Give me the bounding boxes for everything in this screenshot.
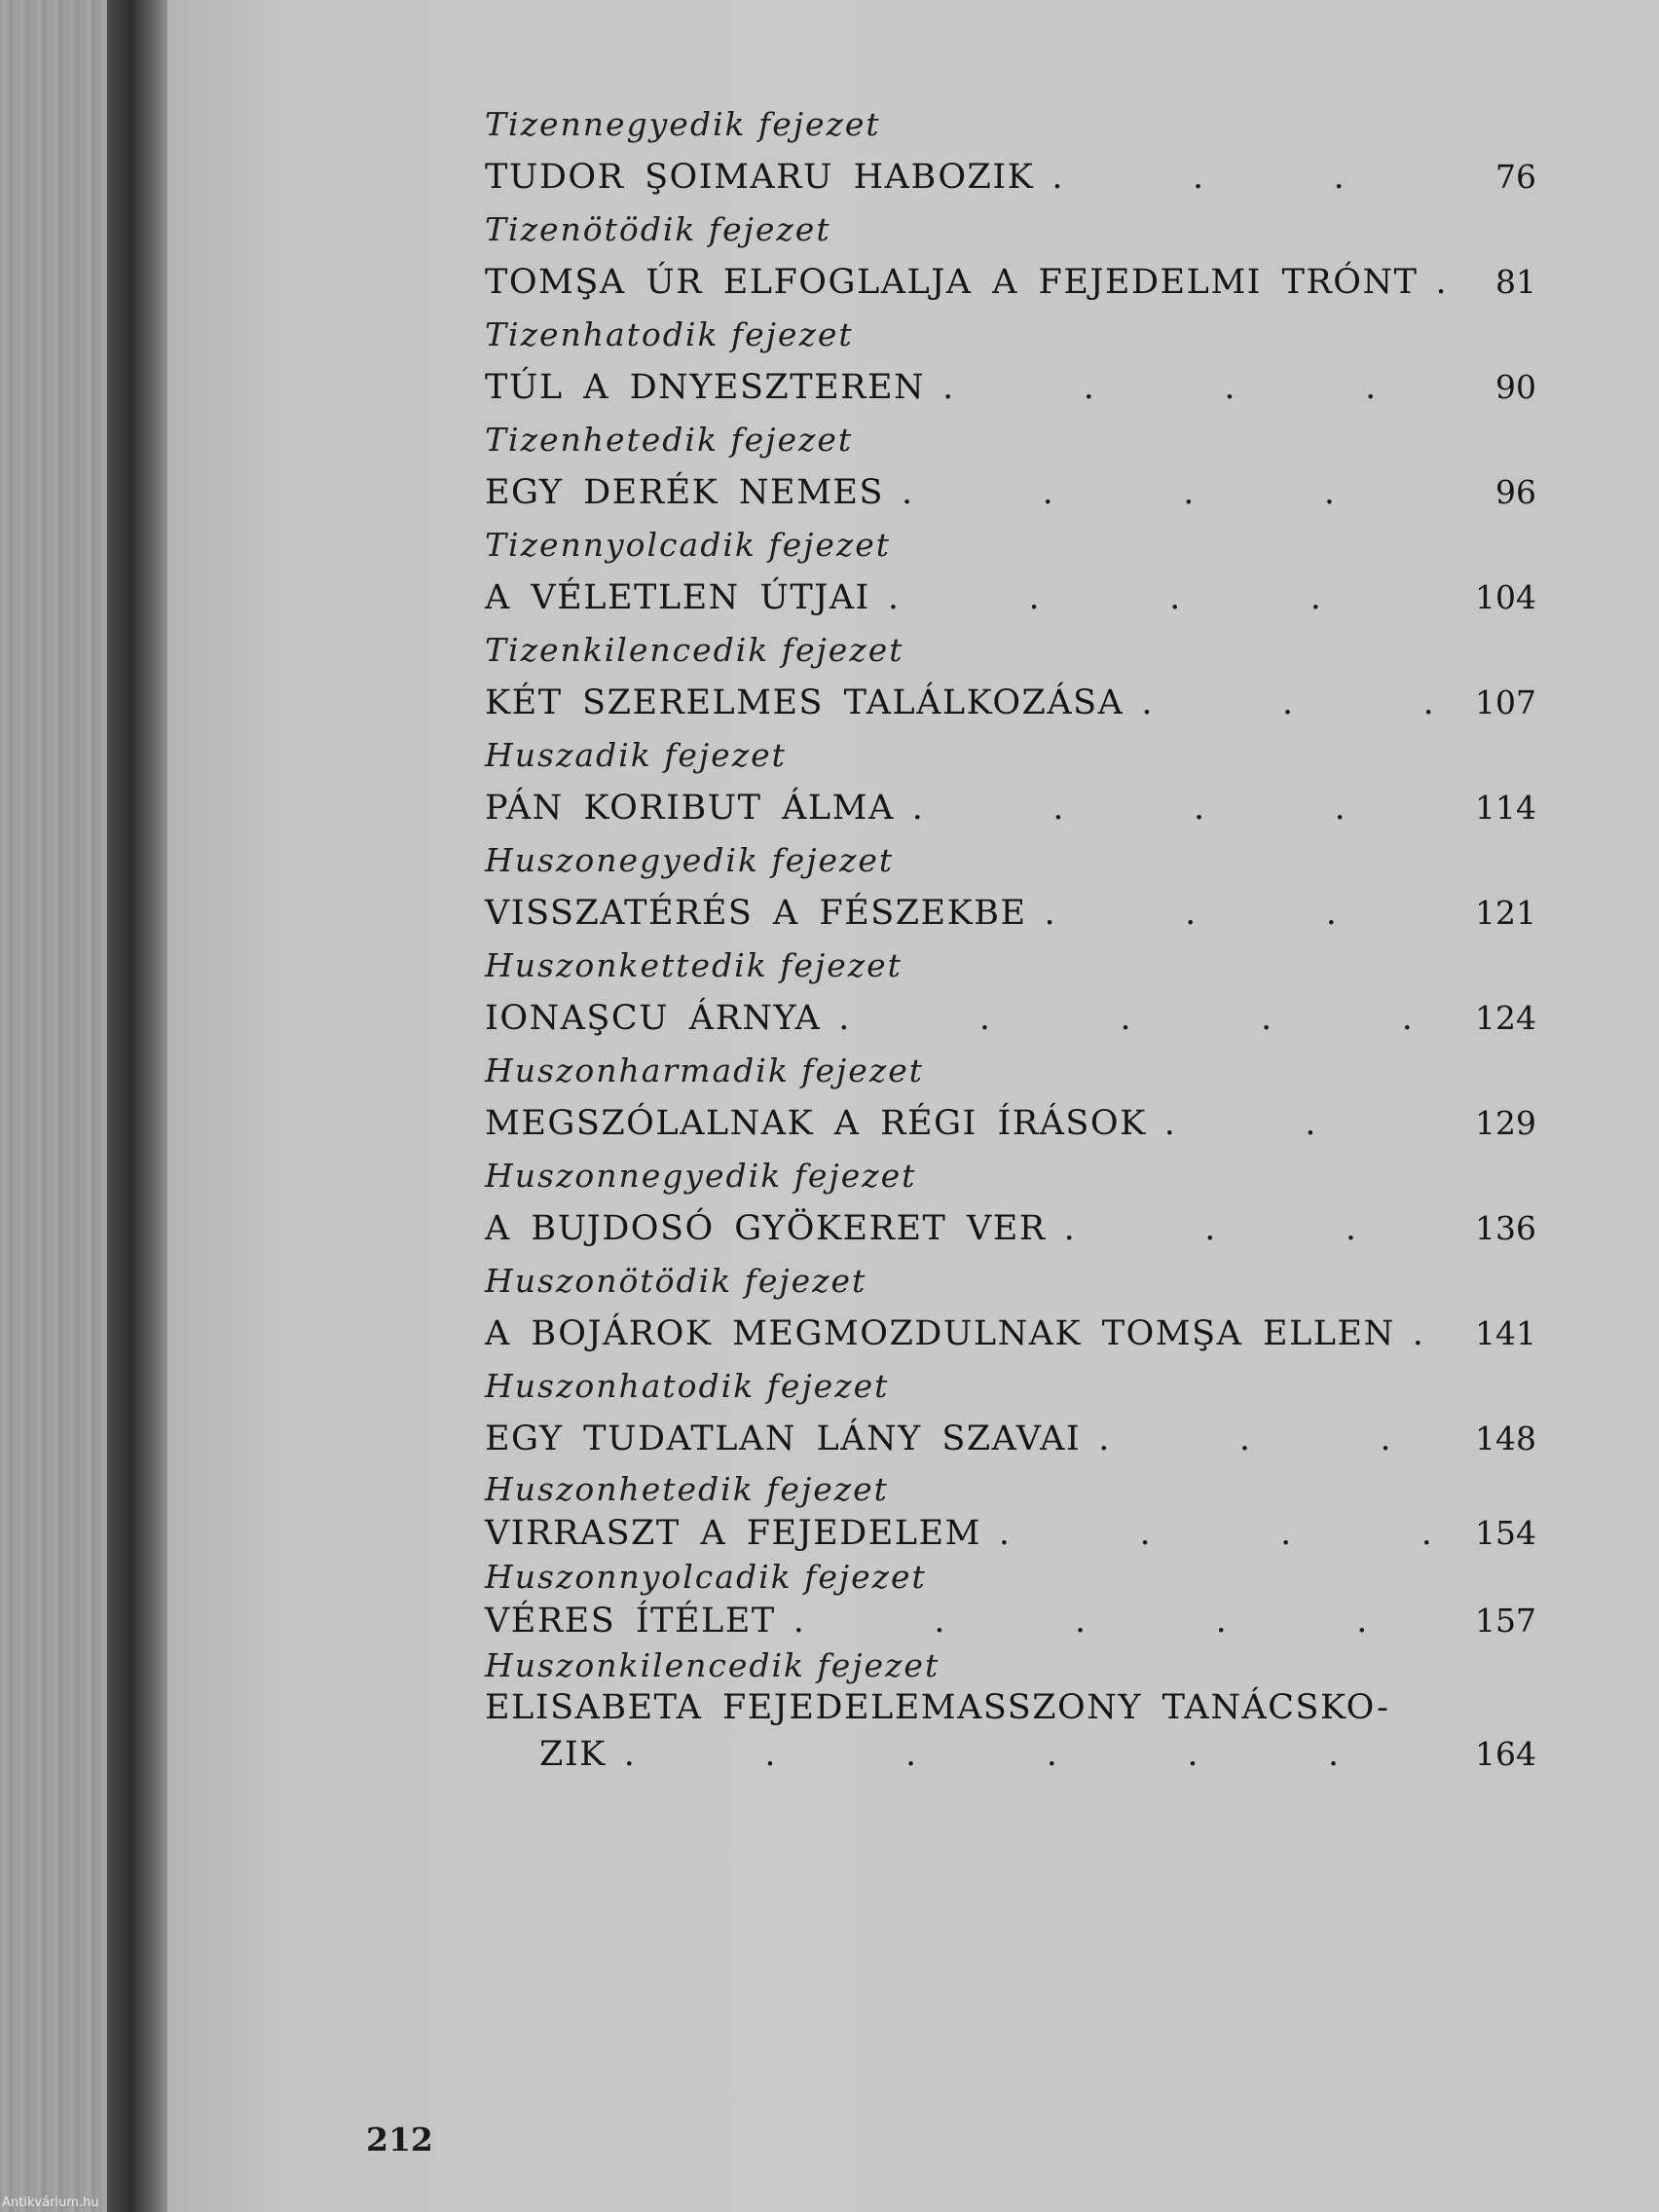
toc-row	[485, 1729, 1536, 1780]
toc-row	[485, 251, 1536, 313]
book-spine-shadow	[107, 0, 175, 2212]
page-number: 76	[1495, 158, 1536, 196]
chapter-label: Huszonnegyedik fejezet	[485, 1157, 917, 1195]
toc-entry	[485, 313, 1536, 419]
page-number: 96	[1495, 473, 1536, 511]
toc-row	[485, 1408, 1536, 1470]
chapter-title: A VÉLETLEN ÚTJAI	[485, 578, 870, 617]
toc-entry	[485, 629, 1536, 734]
page-number: 148	[1475, 1419, 1536, 1457]
chapter-label: Tizenhatodik fejezet	[485, 315, 854, 353]
chapter-title: A BOJÁROK MEGMOZDULNAK TOMŞA ELLEN	[485, 1314, 1395, 1353]
dot-leader	[1141, 672, 1447, 734]
dot-leader	[1098, 1408, 1447, 1470]
toc-entry	[485, 103, 1536, 208]
chapter-label: Huszonkettedik fejezet	[485, 946, 903, 984]
toc-entry	[485, 944, 1536, 1050]
dot-leader	[1045, 882, 1447, 944]
dot-leader	[942, 356, 1447, 419]
page-number: 121	[1475, 894, 1536, 932]
watermark: Antikvárium.hu	[2, 2195, 99, 2210]
table-of-contents	[485, 103, 1536, 1780]
toc-row	[485, 672, 1536, 734]
toc-row	[485, 882, 1536, 944]
chapter-title-line2: ZIK	[539, 1735, 607, 1774]
chapter-title: A BUJDOSÓ GYÖKERET VER	[485, 1209, 1047, 1248]
toc-row	[485, 1303, 1536, 1365]
toc-entry-last	[485, 1645, 1536, 1780]
page-number: 141	[1475, 1314, 1536, 1352]
dot-leader	[902, 461, 1447, 524]
chapter-label: Huszonhetedik fejezet	[485, 1470, 889, 1508]
page-number: 136	[1475, 1209, 1536, 1247]
chapter-title: VIRRASZT A FEJEDELEM	[485, 1514, 981, 1553]
chapter-title: KÉT SZERELMES TALÁLKOZÁSA	[485, 683, 1124, 722]
dot-leader	[838, 987, 1447, 1050]
chapter-title: IONAŞCU ÁRNYA	[485, 999, 822, 1038]
page-number: 81	[1495, 263, 1536, 301]
chapter-title: VISSZATÉRÉS A FÉSZEKBE	[485, 894, 1027, 933]
chapter-label: Huszonhatodik fejezet	[485, 1367, 890, 1405]
dot-leader	[793, 1597, 1447, 1645]
dot-leader	[624, 1729, 1447, 1780]
page-number: 154	[1475, 1514, 1536, 1552]
chapter-label: Huszonegyedik fejezet	[485, 841, 895, 879]
chapter-title: PÁN KORIBUT ÁLMA	[485, 789, 895, 828]
toc-row	[485, 1092, 1536, 1155]
chapter-label: Huszonkilencedik fejezet	[485, 1646, 940, 1684]
dot-leader	[1435, 251, 1447, 313]
dot-leader	[999, 1509, 1447, 1558]
toc-entry	[485, 524, 1536, 629]
chapter-title: VÉRES ÍTÉLET	[485, 1602, 776, 1641]
toc-entry	[485, 419, 1536, 524]
chapter-title: TÚL A DNYESZTEREN	[485, 368, 926, 407]
chapter-label: Tizenötödik fejezet	[485, 210, 831, 248]
toc-entry	[485, 1050, 1536, 1155]
chapter-label: Tizennyolcadik fejezet	[485, 526, 892, 564]
page-number: 107	[1475, 683, 1536, 721]
toc-row	[485, 1198, 1536, 1260]
page-number: 129	[1475, 1104, 1536, 1142]
dot-leader	[888, 567, 1447, 629]
page-number: 114	[1475, 789, 1536, 827]
dot-leader	[912, 777, 1447, 839]
page-number: 90	[1495, 368, 1536, 406]
toc-row	[485, 356, 1536, 419]
toc-entry	[485, 734, 1536, 839]
dot-leader	[1164, 1092, 1447, 1155]
chapter-title: EGY DERÉK NEMES	[485, 473, 884, 512]
toc-entry	[485, 208, 1536, 313]
toc-entry	[485, 1365, 1536, 1470]
toc-entry	[485, 839, 1536, 944]
toc-entry	[485, 1558, 1536, 1645]
chapter-title: EGY TUDATLAN LÁNY SZAVAI	[485, 1419, 1082, 1458]
adjacent-page-edge	[0, 0, 115, 2212]
chapter-label: Huszonnyolcadik fejezet	[485, 1558, 927, 1596]
dot-leader	[1051, 146, 1447, 208]
dot-leader	[1413, 1303, 1447, 1365]
page-number: 157	[1475, 1602, 1536, 1640]
toc-row	[485, 777, 1536, 839]
toc-entry	[485, 1155, 1536, 1260]
chapter-label: Huszonharmadik fejezet	[485, 1051, 924, 1089]
chapter-label: Tizenhetedik fejezet	[485, 421, 854, 459]
chapter-title: TUDOR ŞOIMARU HABOZIK	[485, 158, 1035, 197]
chapter-label: Huszonötödik fejezet	[485, 1262, 867, 1300]
toc-row	[485, 1509, 1536, 1558]
chapter-title: TOMŞA ÚR ELFOGLALJA A FEJEDELMI TRÓNT	[485, 263, 1419, 302]
toc-row	[485, 987, 1536, 1050]
page-number: 124	[1475, 999, 1536, 1037]
page-folio-number: 212	[366, 2120, 433, 2158]
toc-row	[485, 146, 1536, 208]
chapter-title: MEGSZÓLALNAK A RÉGI ÍRÁSOK	[485, 1104, 1147, 1143]
page-number: 104	[1475, 578, 1536, 616]
chapter-label: Huszadik fejezet	[485, 736, 787, 774]
toc-entry	[485, 1260, 1536, 1365]
toc-row	[485, 567, 1536, 629]
toc-row	[485, 1597, 1536, 1645]
toc-entry	[485, 1470, 1536, 1558]
chapter-title-line1: ELISABETA FEJEDELEMASSZONY TANÁCSKO-	[485, 1688, 1390, 1727]
chapter-label: Tizenkilencedik fejezet	[485, 631, 904, 669]
toc-row	[485, 461, 1536, 524]
page-number: 164	[1475, 1735, 1536, 1773]
dot-leader	[1064, 1198, 1447, 1260]
chapter-label: Tizennegyedik fejezet	[485, 105, 881, 143]
